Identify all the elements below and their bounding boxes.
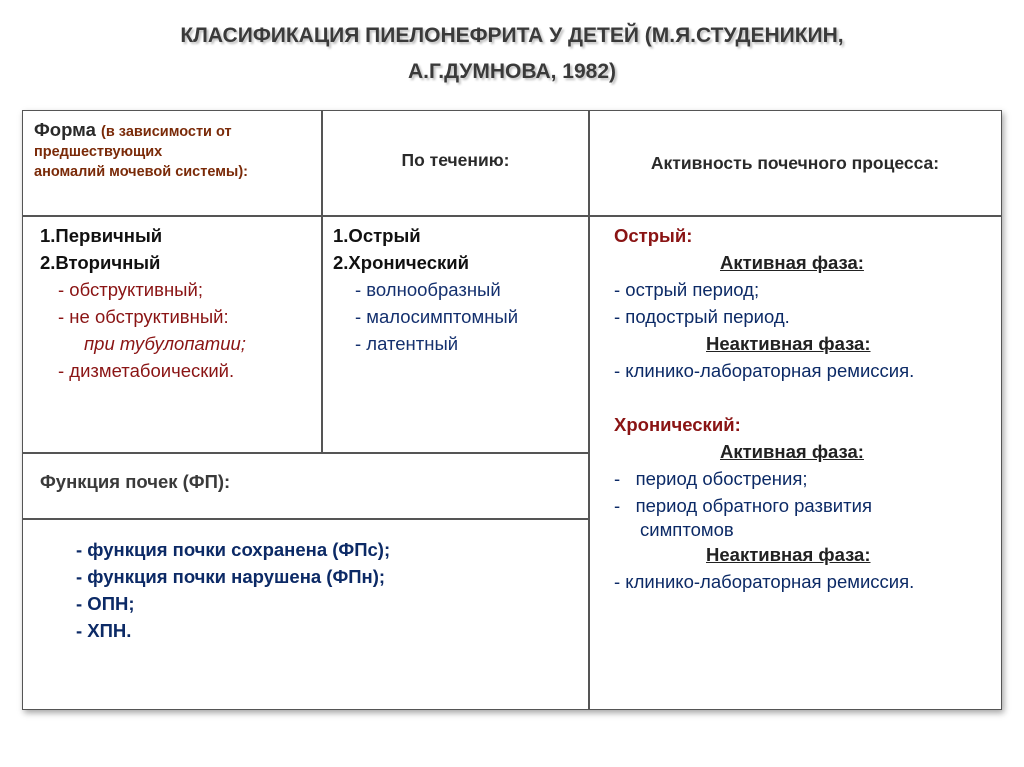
activity-cell: [614, 222, 999, 595]
forma-label: Форма: [34, 119, 96, 140]
activity-subacute-period: - подострый период.: [614, 306, 790, 327]
activity-chronic-head: Хронический:: [614, 414, 741, 435]
function-cell: [76, 536, 586, 644]
function-opn: - ОПН;: [76, 593, 135, 614]
techenie-latent: - латентный: [355, 333, 459, 354]
activity-symptoms: симптомов: [640, 519, 734, 540]
activity-active-phase-2: Активная фаза:: [720, 441, 864, 462]
techenie-cell: [333, 222, 587, 357]
page-title: [0, 18, 1024, 90]
activity-remission-2: - клинико-лабораторная ремиссия.: [614, 571, 915, 592]
forma-primary: 1.Первичный: [40, 225, 163, 246]
forma-note-3: аномалий мочевой системы):: [34, 164, 248, 180]
header-activity: Активность почечного процесса:: [650, 153, 940, 173]
forma-note-2: предшествующих: [34, 144, 163, 160]
function-hpn: - ХПН.: [76, 620, 132, 641]
function-header: Функция почек (ФП):: [40, 471, 231, 492]
forma-tubulopathy: при тубулопатии;: [84, 333, 246, 354]
activity-active-phase-1: Активная фаза:: [720, 252, 864, 273]
activity-reverse-dev: - период обратного развития: [614, 495, 872, 516]
techenie-chronic: 2.Хронический: [333, 252, 469, 273]
activity-acute-head: Острый:: [614, 225, 693, 246]
divider-function-top: [22, 452, 589, 454]
techenie-acute: 1.Острый: [333, 225, 421, 246]
title-line-2: А.Г.ДУМНОВА, 1982): [407, 60, 617, 83]
activity-acute-period: - острый период;: [614, 279, 760, 300]
forma-cell: [40, 222, 320, 384]
divider-header: [22, 215, 1002, 217]
forma-non-obstructive: - не обструктивный:: [58, 306, 229, 327]
activity-inactive-phase-1: Неактивная фаза:: [706, 333, 871, 354]
forma-note-1: (в зависимости от: [101, 124, 232, 140]
header-techenie: По течению:: [401, 150, 510, 170]
activity-remission-1: - клинико-лабораторная ремиссия.: [614, 360, 915, 381]
forma-dysmetabolic: - дизметабоический.: [58, 360, 235, 381]
forma-secondary: 2.Вторичный: [40, 252, 161, 273]
function-preserved: - функция почки сохранена (ФПс);: [76, 539, 391, 560]
function-impaired: - функция почки нарушена (ФПн);: [76, 566, 386, 587]
forma-obstructive: - обструктивный;: [58, 279, 203, 300]
divider-function-bottom: [22, 518, 589, 520]
techenie-wavy: - волнообразный: [355, 279, 501, 300]
techenie-low-symptom: - малосимптомный: [355, 306, 519, 327]
divider-col-2: [588, 110, 590, 710]
activity-inactive-phase-2: Неактивная фаза:: [706, 544, 871, 565]
header-forma: [34, 118, 319, 182]
activity-exacerbation: - период обострения;: [614, 468, 808, 489]
title-line-1: КЛАСИФИКАЦИЯ ПИЕЛОНЕФРИТА У ДЕТЕЙ (М.Я.СТУДЕНИКИН,: [180, 24, 844, 47]
